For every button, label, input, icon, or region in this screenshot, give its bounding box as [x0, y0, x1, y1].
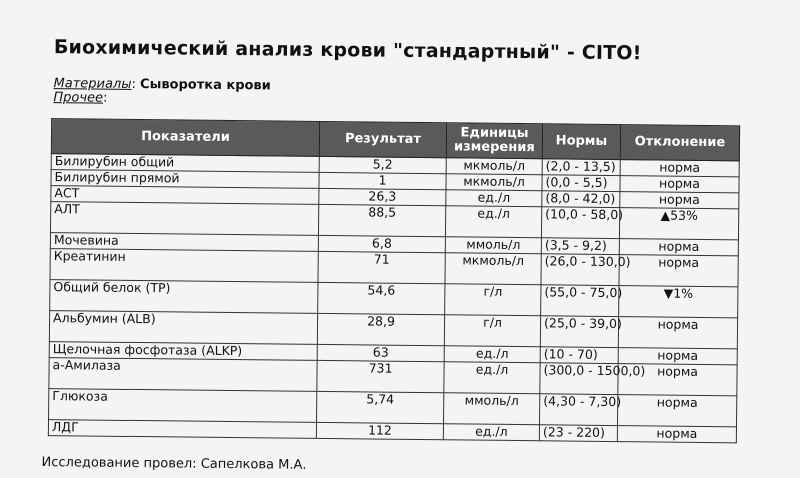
- cell-deviation: норма: [620, 176, 739, 193]
- cell-result: 26,3: [319, 188, 446, 205]
- header-name: Показатели: [51, 119, 319, 157]
- cell-unit: мкмоль/л: [446, 174, 542, 191]
- other-line: [53, 90, 107, 106]
- cell-result: 54,6: [318, 282, 445, 314]
- cell-result: 71: [318, 251, 445, 283]
- cell-name: Мочевина: [50, 233, 318, 252]
- cell-result: 5,74: [317, 391, 444, 423]
- cell-unit: ед./л: [444, 362, 540, 394]
- materials-label: Материалы: [53, 76, 132, 92]
- cell-norm: (10,0 - 58,0): [541, 207, 619, 239]
- cell-deviation: норма: [618, 364, 737, 396]
- cell-name: АСТ: [51, 186, 319, 205]
- cell-norm: (2,0 - 13,5): [542, 159, 620, 176]
- cell-deviation: норма: [617, 395, 736, 427]
- cell-norm: (55,0 - 75,0): [541, 285, 619, 317]
- cell-norm: (8,0 - 42,0): [542, 191, 620, 208]
- cell-name: ЛДГ: [48, 420, 316, 439]
- header-deviation: Отклонение: [620, 125, 739, 161]
- cell-norm: (25,0 - 39,0): [540, 316, 618, 348]
- cell-result: 112: [316, 422, 443, 439]
- cell-result: 6,8: [318, 235, 445, 252]
- cell-result: 28,9: [317, 313, 444, 345]
- page-title: Биохимический анализ крови "стандартный" - CITO!: [53, 36, 642, 65]
- header-norms: Нормы: [542, 124, 620, 160]
- cell-deviation: норма: [619, 239, 738, 256]
- header-units: Единицы измерения: [446, 123, 542, 159]
- cell-deviation: норма: [619, 255, 738, 287]
- results-table: [48, 118, 740, 443]
- cell-norm: (23 - 220): [539, 425, 617, 442]
- cell-unit: мкмоль/л: [445, 253, 541, 285]
- other-colon: :: [102, 90, 108, 106]
- cell-unit: г/л: [445, 284, 541, 316]
- cell-name: а-Амилаза: [49, 358, 317, 392]
- table-body: [48, 154, 739, 443]
- cell-deviation: норма: [618, 317, 737, 349]
- cell-result: 1: [319, 172, 446, 189]
- cell-unit: мкмоль/л: [446, 158, 542, 175]
- materials-colon: :: [131, 76, 137, 93]
- cell-norm: (300,0 - 1500,0): [540, 363, 618, 395]
- cell-norm: (4,30 - 7,30): [539, 394, 617, 426]
- cell-unit: ед./л: [446, 190, 542, 207]
- cell-deviation: норма: [620, 160, 739, 177]
- cell-deviation: норма: [620, 192, 739, 209]
- cell-name: Щелочная фосфотаза (ALKP): [49, 342, 317, 361]
- cell-norm: (0,0 - 5,5): [542, 175, 620, 192]
- cell-name: Креатинин: [50, 249, 318, 283]
- cell-unit: ммоль/л: [445, 237, 541, 254]
- other-label: Прочее: [53, 90, 104, 106]
- cell-unit: г/л: [444, 315, 540, 347]
- cell-unit: ед./л: [444, 346, 540, 363]
- cell-deviation: норма: [618, 348, 737, 365]
- cell-deviation: ▼1%: [619, 286, 738, 318]
- cell-norm: (26,0 - 130,0): [541, 254, 619, 286]
- cell-result: 731: [317, 360, 444, 392]
- cell-norm: (3,5 - 9,2): [541, 238, 619, 255]
- cell-name: Билирубин прямой: [51, 170, 319, 189]
- cell-norm: (10 - 70): [540, 347, 618, 364]
- cell-result: 88,5: [318, 204, 445, 236]
- cell-name: АЛТ: [50, 202, 318, 236]
- cell-unit: ед./л: [445, 206, 541, 238]
- footer-note: Исследование провел: Сапелкова М.А.: [41, 455, 307, 473]
- cell-name: Общий белок (TP): [50, 280, 318, 314]
- cell-name: Альбумин (ALB): [49, 311, 317, 345]
- cell-name: Глюкоза: [49, 389, 317, 423]
- cell-unit: ед./л: [443, 424, 539, 441]
- cell-deviation: норма: [617, 426, 736, 443]
- cell-result: 5,2: [319, 156, 446, 173]
- header-result: Результат: [319, 121, 446, 157]
- materials-value: Сыворотка крови: [139, 77, 271, 94]
- cell-unit: ммоль/л: [444, 393, 540, 425]
- cell-deviation: ▲53%: [619, 208, 738, 240]
- cell-result: 63: [317, 344, 444, 361]
- cell-name: Билирубин общий: [51, 154, 319, 173]
